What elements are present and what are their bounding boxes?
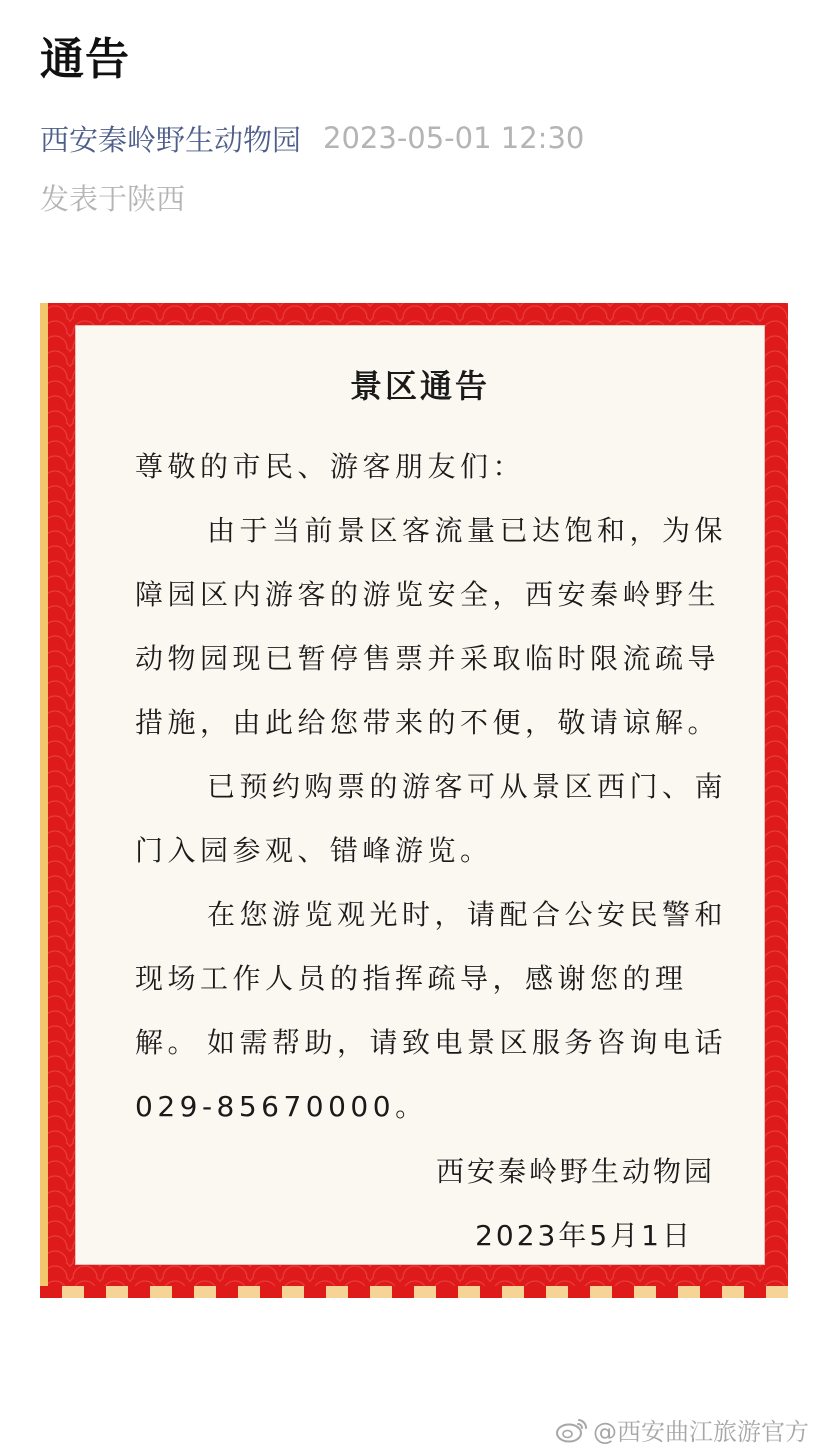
weibo-watermark [555, 1412, 809, 1447]
author-link[interactable]: 西安秦岭野生动物园 [40, 122, 302, 157]
notice-paragraph: 已预约购票的游客可从景区西门、南门入园参观、错峰游览。 [135, 770, 728, 867]
article-meta [40, 112, 584, 164]
poster-gold-edge [40, 303, 48, 1298]
post-location: 发表于陕西 [40, 182, 186, 216]
notice-paragraph: 在您游览观光时，请配合公安民警和现场工作人员的指挥疏导，感谢您的理解。 [135, 898, 728, 1059]
weibo-icon [555, 1416, 589, 1444]
notice-paragraph: 如需帮助，请致电景区服务咨询电话029-85670000。 [135, 1026, 728, 1123]
notice-greeting: 尊敬的市民、游客朋友们： [135, 450, 526, 483]
signature-date: 2023年5月1日 [475, 1219, 693, 1252]
notice-heading: 景区通告 [349, 367, 490, 405]
notice-paragraph: 由于当前景区客流量已达饱和，为保障园区内游客的游览安全，西安秦岭野生动物园现已暂停售票并采取临时限流疏导措施，由此给您带来的不便，敬请谅解。 [135, 514, 728, 739]
poster-bottom-band [40, 1286, 788, 1298]
signature-organization: 西安秦岭野生动物园 [435, 1155, 715, 1188]
article-title: 通告 [40, 34, 130, 85]
poster-paper [75, 325, 765, 1265]
post-time: 2023-05-01 12:30 [323, 121, 585, 155]
watermark-text: @西安曲江旅游官方 [593, 1418, 809, 1446]
notice-poster-image[interactable] [40, 303, 788, 1298]
